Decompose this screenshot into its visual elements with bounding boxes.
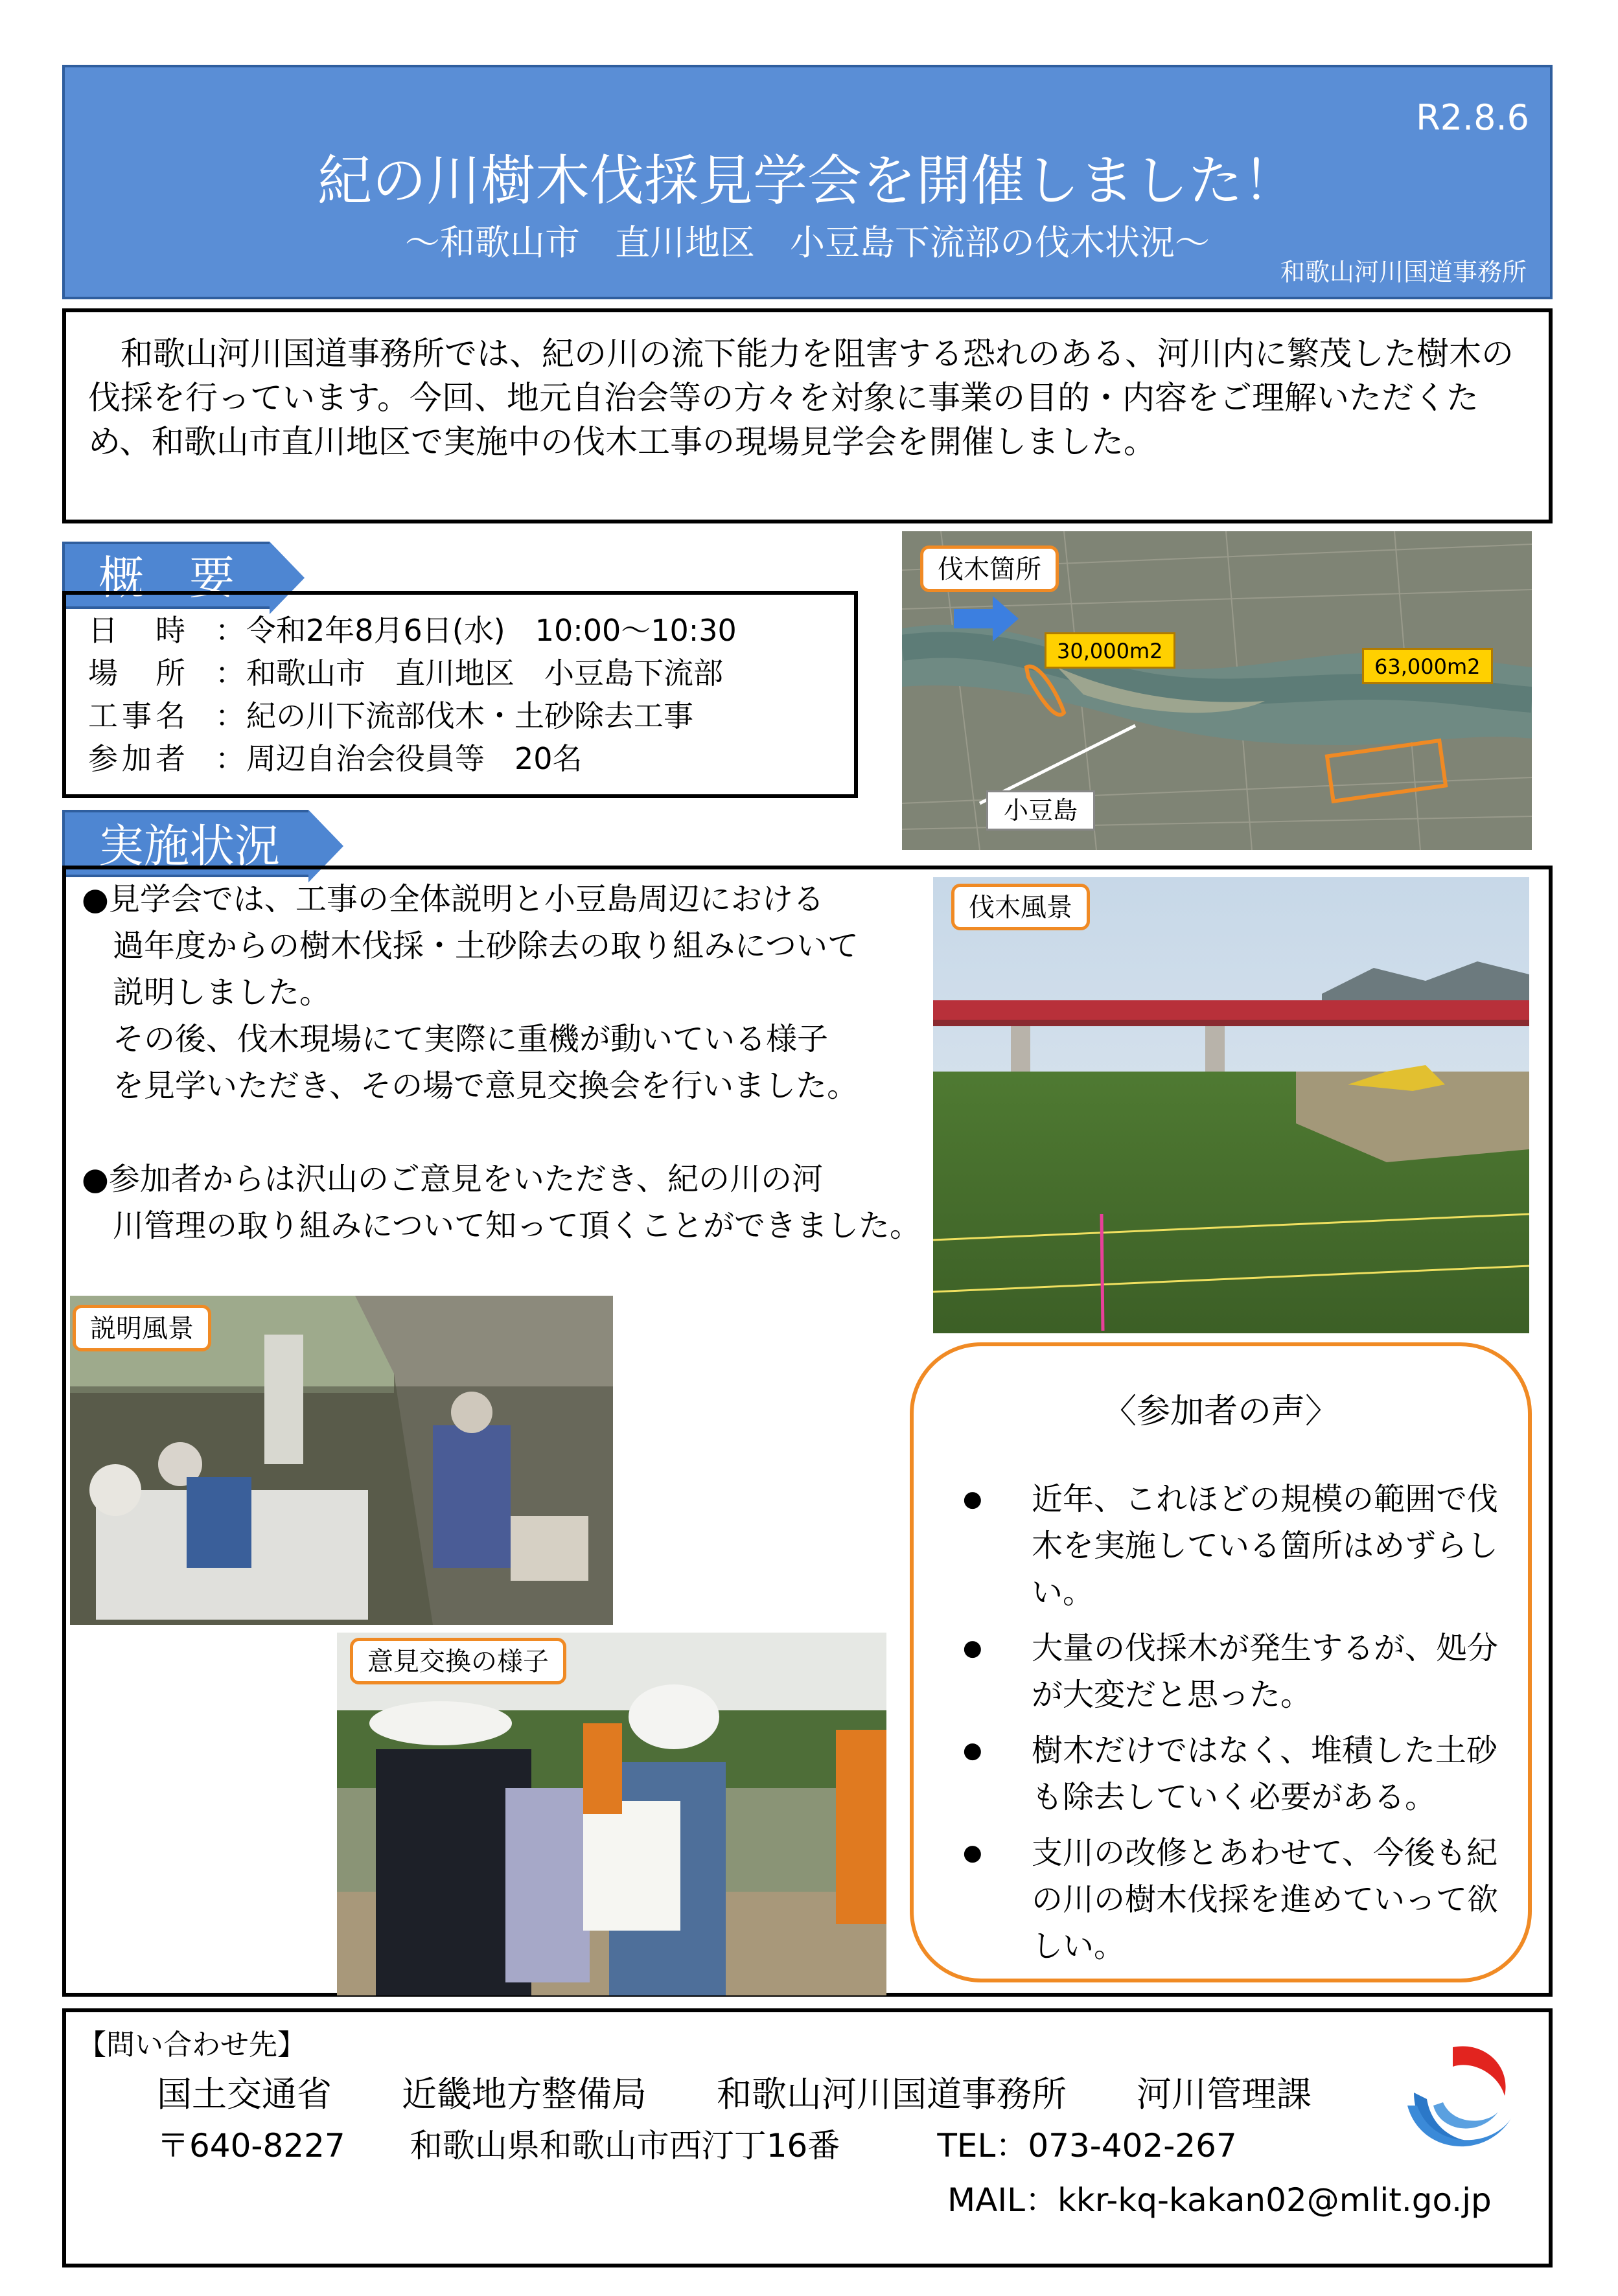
implementation-line: 説明しました。: [82, 974, 331, 1011]
overview-value: 令和2年8月6日(水) 10:00～10:30: [246, 613, 737, 648]
contact-box: [62, 2008, 1553, 2267]
contact-title: 【問い合わせ先】: [78, 2028, 306, 2061]
map-island-label: 小豆島: [986, 790, 1095, 831]
voices-title: 〈参加者の声〉: [1102, 1392, 1339, 1431]
photo-exchange-label: 意見交換の様子: [350, 1638, 566, 1684]
photo-explanation-scene: [70, 1296, 613, 1625]
aerial-map: [902, 531, 1532, 850]
voice-item: ● 支川の改修とあわせて、今後も紀の川の樹木伐採を進めていって欲しい。: [959, 1830, 1503, 1969]
overview-colon: ：: [215, 613, 245, 648]
mlit-logo-icon: [1394, 2034, 1524, 2164]
overview-value: 周辺自治会役員等 20名: [246, 741, 583, 776]
map-location-label: 伐木箇所: [920, 545, 1059, 592]
implementation-line: その後、伐木現場にて実際に重機が動いている様子: [82, 1021, 829, 1057]
contact-email: MAIL：kkr-kq-kakan02@mlit.go.jp: [947, 2181, 1492, 2219]
contact-address-phone: 〒640-8227 和歌山県和歌山市西汀丁16番 TEL：073-402-267: [157, 2127, 1237, 2164]
issue-date: R2.8.6: [1416, 97, 1529, 138]
page-title: 紀の川樹木伐採見学会を開催しました！: [317, 149, 1297, 212]
intro-text: 和歌山河川国道事務所では、紀の川の流下能力を阻害する恐れのある、河川内に繁茂した樹木の伐採を行っています。今回、地元自治会等の方々を対象に事業の目的・内容をご理解いただくため、和歌山市直川地区で実施中の伐木工事の現場見学会を開催しました。: [88, 335, 1514, 461]
implementation-line: ●参加者からは沢山のご意見をいただき、紀の川の河: [82, 1161, 823, 1197]
photo-exchange-scene: [337, 1633, 886, 1995]
map-area2-badge: 63,000m2: [1362, 648, 1493, 684]
photo-cutting-label: 伐木風景: [951, 884, 1090, 930]
implementation-line: 川管理の取り組みについて知って頂くことができました。: [82, 1208, 921, 1244]
overview-row-place: [88, 652, 854, 695]
implementation-text: [82, 876, 950, 1249]
overview-key: 参加者: [88, 741, 189, 776]
map-area1-badge: 30,000m2: [1045, 632, 1175, 669]
voice-item: ● 大量の伐採木が発生するが、処分が大変だと思った。: [959, 1625, 1503, 1718]
overview-tab-label: 概 要: [98, 551, 235, 604]
implementation-tab-label: 実施状況: [98, 820, 280, 873]
implementation-line: 過年度からの樹木伐採・土砂除去の取り組みについて: [82, 928, 859, 964]
voices-list: [959, 1476, 1503, 1979]
photo-explanation-label: 説明風景: [73, 1305, 211, 1351]
implementation-line: ●見学会では、工事の全体説明と小豆島周辺における: [82, 881, 824, 917]
overview-row-work: [88, 695, 854, 737]
overview-colon: ：: [215, 741, 245, 776]
overview-table: [62, 591, 858, 798]
overview-key: 日 時: [88, 613, 189, 648]
overview-value: 和歌山市 直川地区 小豆島下流部: [246, 656, 723, 691]
photo-exchange-graphic: [337, 1633, 886, 1995]
overview-value: 紀の川下流部伐木・土砂除去工事: [246, 698, 693, 733]
overview-key: 場 所: [88, 656, 189, 691]
photo-cutting-graphic: [933, 877, 1529, 1333]
photo-cutting-scene: [933, 877, 1529, 1333]
page-subtitle: ～和歌山市 直川地区 小豆島下流部の伐木状況～: [405, 222, 1210, 263]
overview-row-datetime: [88, 609, 854, 652]
overview-colon: ：: [215, 698, 245, 733]
contact-organization: 国土交通省 近畿地方整備局 和歌山河川国道事務所 河川管理課: [157, 2074, 1312, 2115]
paragraph-spacer: [82, 1109, 950, 1156]
voice-item: ● 近年、これほどの規模の範囲で伐木を実施している箇所はめずらしい。: [959, 1476, 1503, 1616]
participant-voices-box: [910, 1342, 1532, 1982]
header-banner: [62, 65, 1553, 299]
overview-key: 工事名: [88, 698, 189, 733]
implementation-line: を見学いただき、その場で意見交換会を行いました。: [82, 1068, 859, 1104]
intro-box: [62, 308, 1553, 523]
overview-colon: ：: [215, 656, 245, 691]
header-organization: 和歌山河川国道事務所: [1280, 258, 1527, 286]
voice-item: ● 樹木だけではなく、堆積した土砂も除去していく必要がある。: [959, 1727, 1503, 1820]
overview-row-participants: [88, 737, 854, 780]
